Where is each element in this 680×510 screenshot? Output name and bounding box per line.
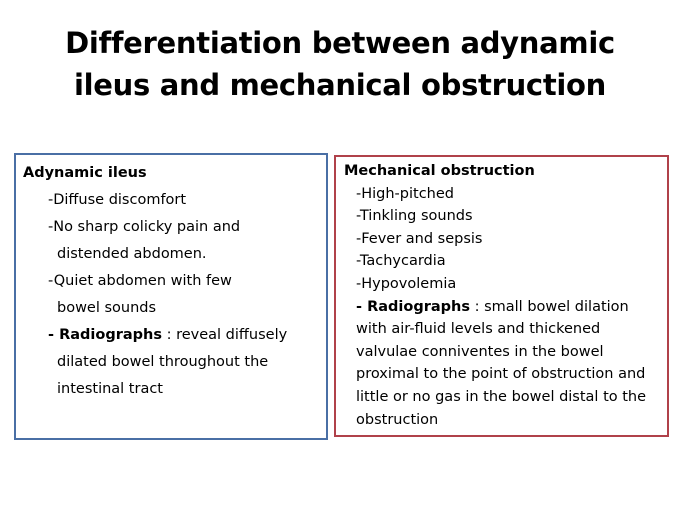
mechanical-radiographs-label: - Radiographs xyxy=(356,298,470,315)
mechanical-item-tinkling-sounds: -Tinkling sounds xyxy=(356,208,473,225)
mechanical-radiographs-cont-4: little or no gas in the bowel distal to the xyxy=(356,388,647,405)
mechanical-obstruction-box xyxy=(334,155,669,437)
mechanical-item-high-pitched: -High-pitched xyxy=(356,185,454,202)
adynamic-radiographs-text: : reveal diffusely xyxy=(161,327,288,343)
adynamic-item-no-colicky-pain-cont: distended abdomen. xyxy=(57,246,207,262)
mechanical-item-tachycardia: -Tachycardia xyxy=(356,253,446,270)
slide-title-line-2: ileus and mechanical obstruction xyxy=(73,68,606,102)
adynamic-item-quiet-abdomen-cont: bowel sounds xyxy=(57,300,157,316)
slide-title xyxy=(0,22,680,106)
mechanical-radiographs-text: : small bowel dilation xyxy=(469,298,629,315)
adynamic-ileus-box xyxy=(14,153,328,440)
mechanical-item-fever-sepsis: -Fever and sepsis xyxy=(356,230,483,247)
mechanical-radiographs-cont-3: proximal to the point of obstruction and xyxy=(356,366,646,383)
mechanical-obstruction-heading: Mechanical obstruction xyxy=(344,163,535,179)
mechanical-radiographs-cont-2: valvulae conniventes in the bowel xyxy=(356,343,604,360)
adynamic-radiographs-cont-1: dilated bowel throughout the xyxy=(57,354,269,370)
adynamic-item-quiet-abdomen: -Quiet abdomen with few xyxy=(48,273,232,289)
mechanical-radiographs-cont-1: with air-fluid levels and thickened xyxy=(356,321,601,338)
mechanical-item-hypovolemia: -Hypovolemia xyxy=(356,275,457,292)
adynamic-item-no-colicky-pain: -No sharp colicky pain and xyxy=(48,219,241,235)
adynamic-item-diffuse-discomfort: -Diffuse discomfort xyxy=(48,192,187,208)
slide-title-line-1: Differentiation between adynamic xyxy=(65,26,615,60)
mechanical-radiographs-cont-5: obstruction xyxy=(356,411,439,428)
mechanical-item-radiographs xyxy=(344,296,661,319)
adynamic-radiographs-label: - Radiographs xyxy=(48,327,162,343)
adynamic-ileus-heading: Adynamic ileus xyxy=(23,165,147,181)
adynamic-item-radiographs xyxy=(23,322,318,349)
adynamic-radiographs-cont-2: intestinal tract xyxy=(57,381,163,397)
